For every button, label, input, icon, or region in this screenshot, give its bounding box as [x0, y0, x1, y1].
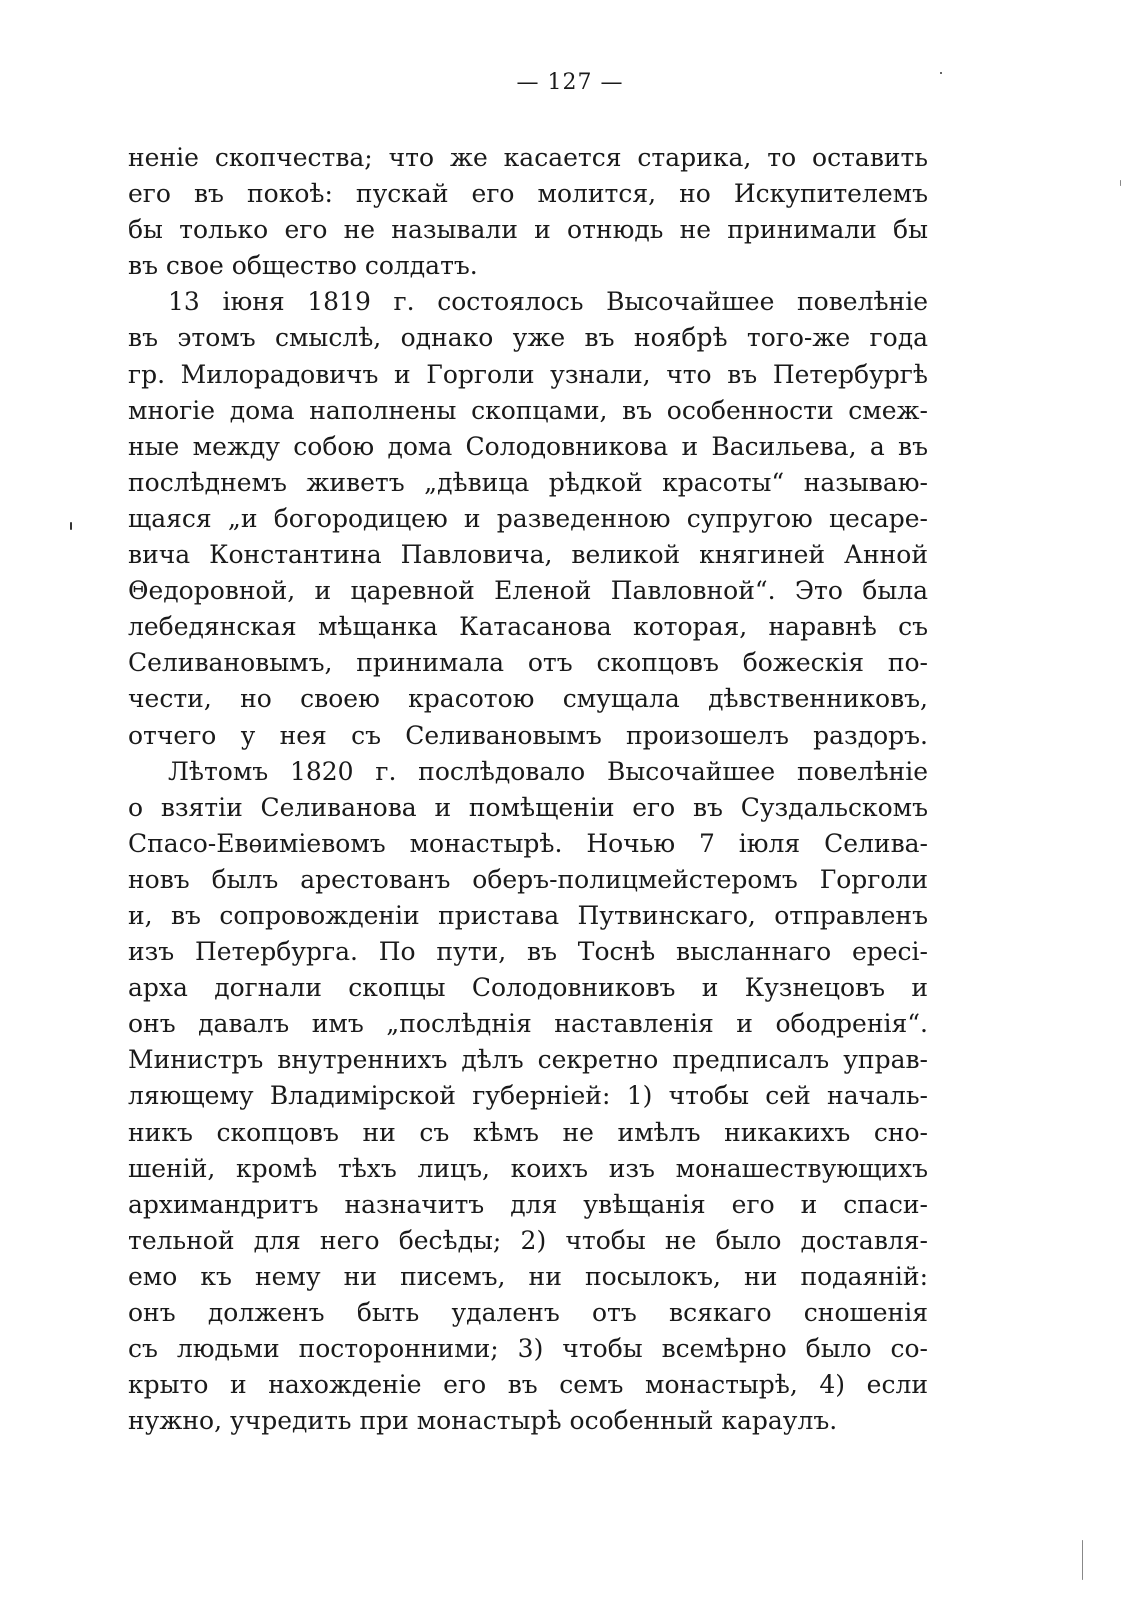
text-line: тельной для него бесѣды; 2) чтобы не было доставля- — [128, 1225, 928, 1255]
text-line: и, въ сопровожденіи пристава Путвинскаго, отправленъ — [128, 900, 928, 930]
scan-speck — [940, 72, 942, 74]
text-line: Лѣтомъ 1820 г. послѣдовало Высочайшее повелѣніе — [168, 756, 928, 786]
scan-speck — [1082, 1540, 1083, 1580]
text-line: отчего у нея съ Селивановымъ произошелъ раздоръ. — [128, 720, 928, 750]
text-line: Селивановымъ, принимала отъ скопцовъ божескія по- — [128, 648, 928, 678]
text-line: послѣднемъ живетъ „дѣвица рѣдкой красоты“ называю- — [128, 467, 928, 497]
text-line: въ этомъ смыслѣ, однако уже въ ноябрѣ того-же года — [128, 323, 928, 353]
text-line: 13 іюня 1819 г. состоялось Высочайшее повелѣніе — [168, 287, 928, 317]
text-line: Θедоровной, и царевной Еленой Павловной“. Это была — [128, 576, 928, 606]
text-line: Министръ внутреннихъ дѣлъ секретно предписалъ управ- — [128, 1045, 928, 1075]
text-line: чести, но своею красотою смущала дѣвственниковъ, — [128, 684, 928, 714]
text-line: лебедянская мѣщанка Катасанова которая, наравнѣ съ — [128, 612, 928, 642]
text-line: бы только его не называли и отнюдь не принимали бы — [128, 215, 928, 245]
text-line: гр. Милорадовичъ и Горголи узнали, что въ Петербургѣ — [128, 359, 928, 389]
text-line: неніе скопчества; что же касается старика, то оставить — [128, 143, 928, 172]
text-line: ляющему Владимірской губерніей: 1) чтобы сей началь- — [128, 1081, 928, 1111]
text-line: онъ давалъ имъ „послѣднія наставленія и ободренія“. — [128, 1009, 928, 1039]
text-line: новъ былъ арестованъ оберъ-полицмейстеромъ Горголи — [128, 864, 928, 894]
text-line: Спасо-Евѳиміевомъ монастырѣ. Ночью 7 іюля Селива- — [128, 828, 928, 858]
text-line: онъ долженъ быть удаленъ отъ всякаго сношенія — [128, 1298, 928, 1327]
text-line: съ людьми посторонними; 3) чтобы всемѣрно было со- — [128, 1334, 928, 1364]
text-line: емо къ нему ни писемъ, ни посылокъ, ни подаяній: — [128, 1261, 928, 1291]
scan-speck — [70, 522, 72, 530]
text-line: многіе дома наполнены скопцами, въ особенности смеж- — [128, 395, 928, 425]
text-line: щаяся „и богородицею и разведенною супругою цесаре- — [128, 503, 928, 533]
scan-speck — [1120, 180, 1121, 186]
text-line: арха догнали скопцы Солодовниковъ и Кузнецовъ и — [128, 973, 928, 1003]
text-line: въ свое общество солдатъ. — [128, 251, 478, 281]
text-line: нужно, учредить при монастырѣ особенный караулъ. — [128, 1406, 838, 1436]
text-line: никъ скопцовъ ни съ кѣмъ не имѣлъ никакихъ сно- — [128, 1117, 928, 1147]
page-number: — 127 — — [516, 70, 624, 95]
text-line: крыто и нахожденіе его въ семъ монастырѣ, 4) если — [128, 1370, 928, 1400]
text-line: изъ Петербурга. По пути, въ Тоснѣ высланнаго ересі- — [128, 937, 928, 967]
text-line: шеній, кромѣ тѣхъ лицъ, коихъ изъ монашествующихъ — [128, 1153, 928, 1183]
text-line: вича Константина Павловича, великой княгиней Анной — [128, 540, 928, 570]
text-line: ные между собою дома Солодовникова и Васильева, а въ — [128, 431, 928, 461]
text-line: его въ покоѣ: пускай его молится, но Искупителемъ — [128, 179, 928, 209]
text-line: архимандритъ назначитъ для увѣщанія его и спаси- — [128, 1189, 928, 1219]
body-text — [128, 140, 928, 1439]
text-line: о взятіи Селиванова и помѣщеніи его въ Суздальскомъ — [128, 792, 928, 822]
